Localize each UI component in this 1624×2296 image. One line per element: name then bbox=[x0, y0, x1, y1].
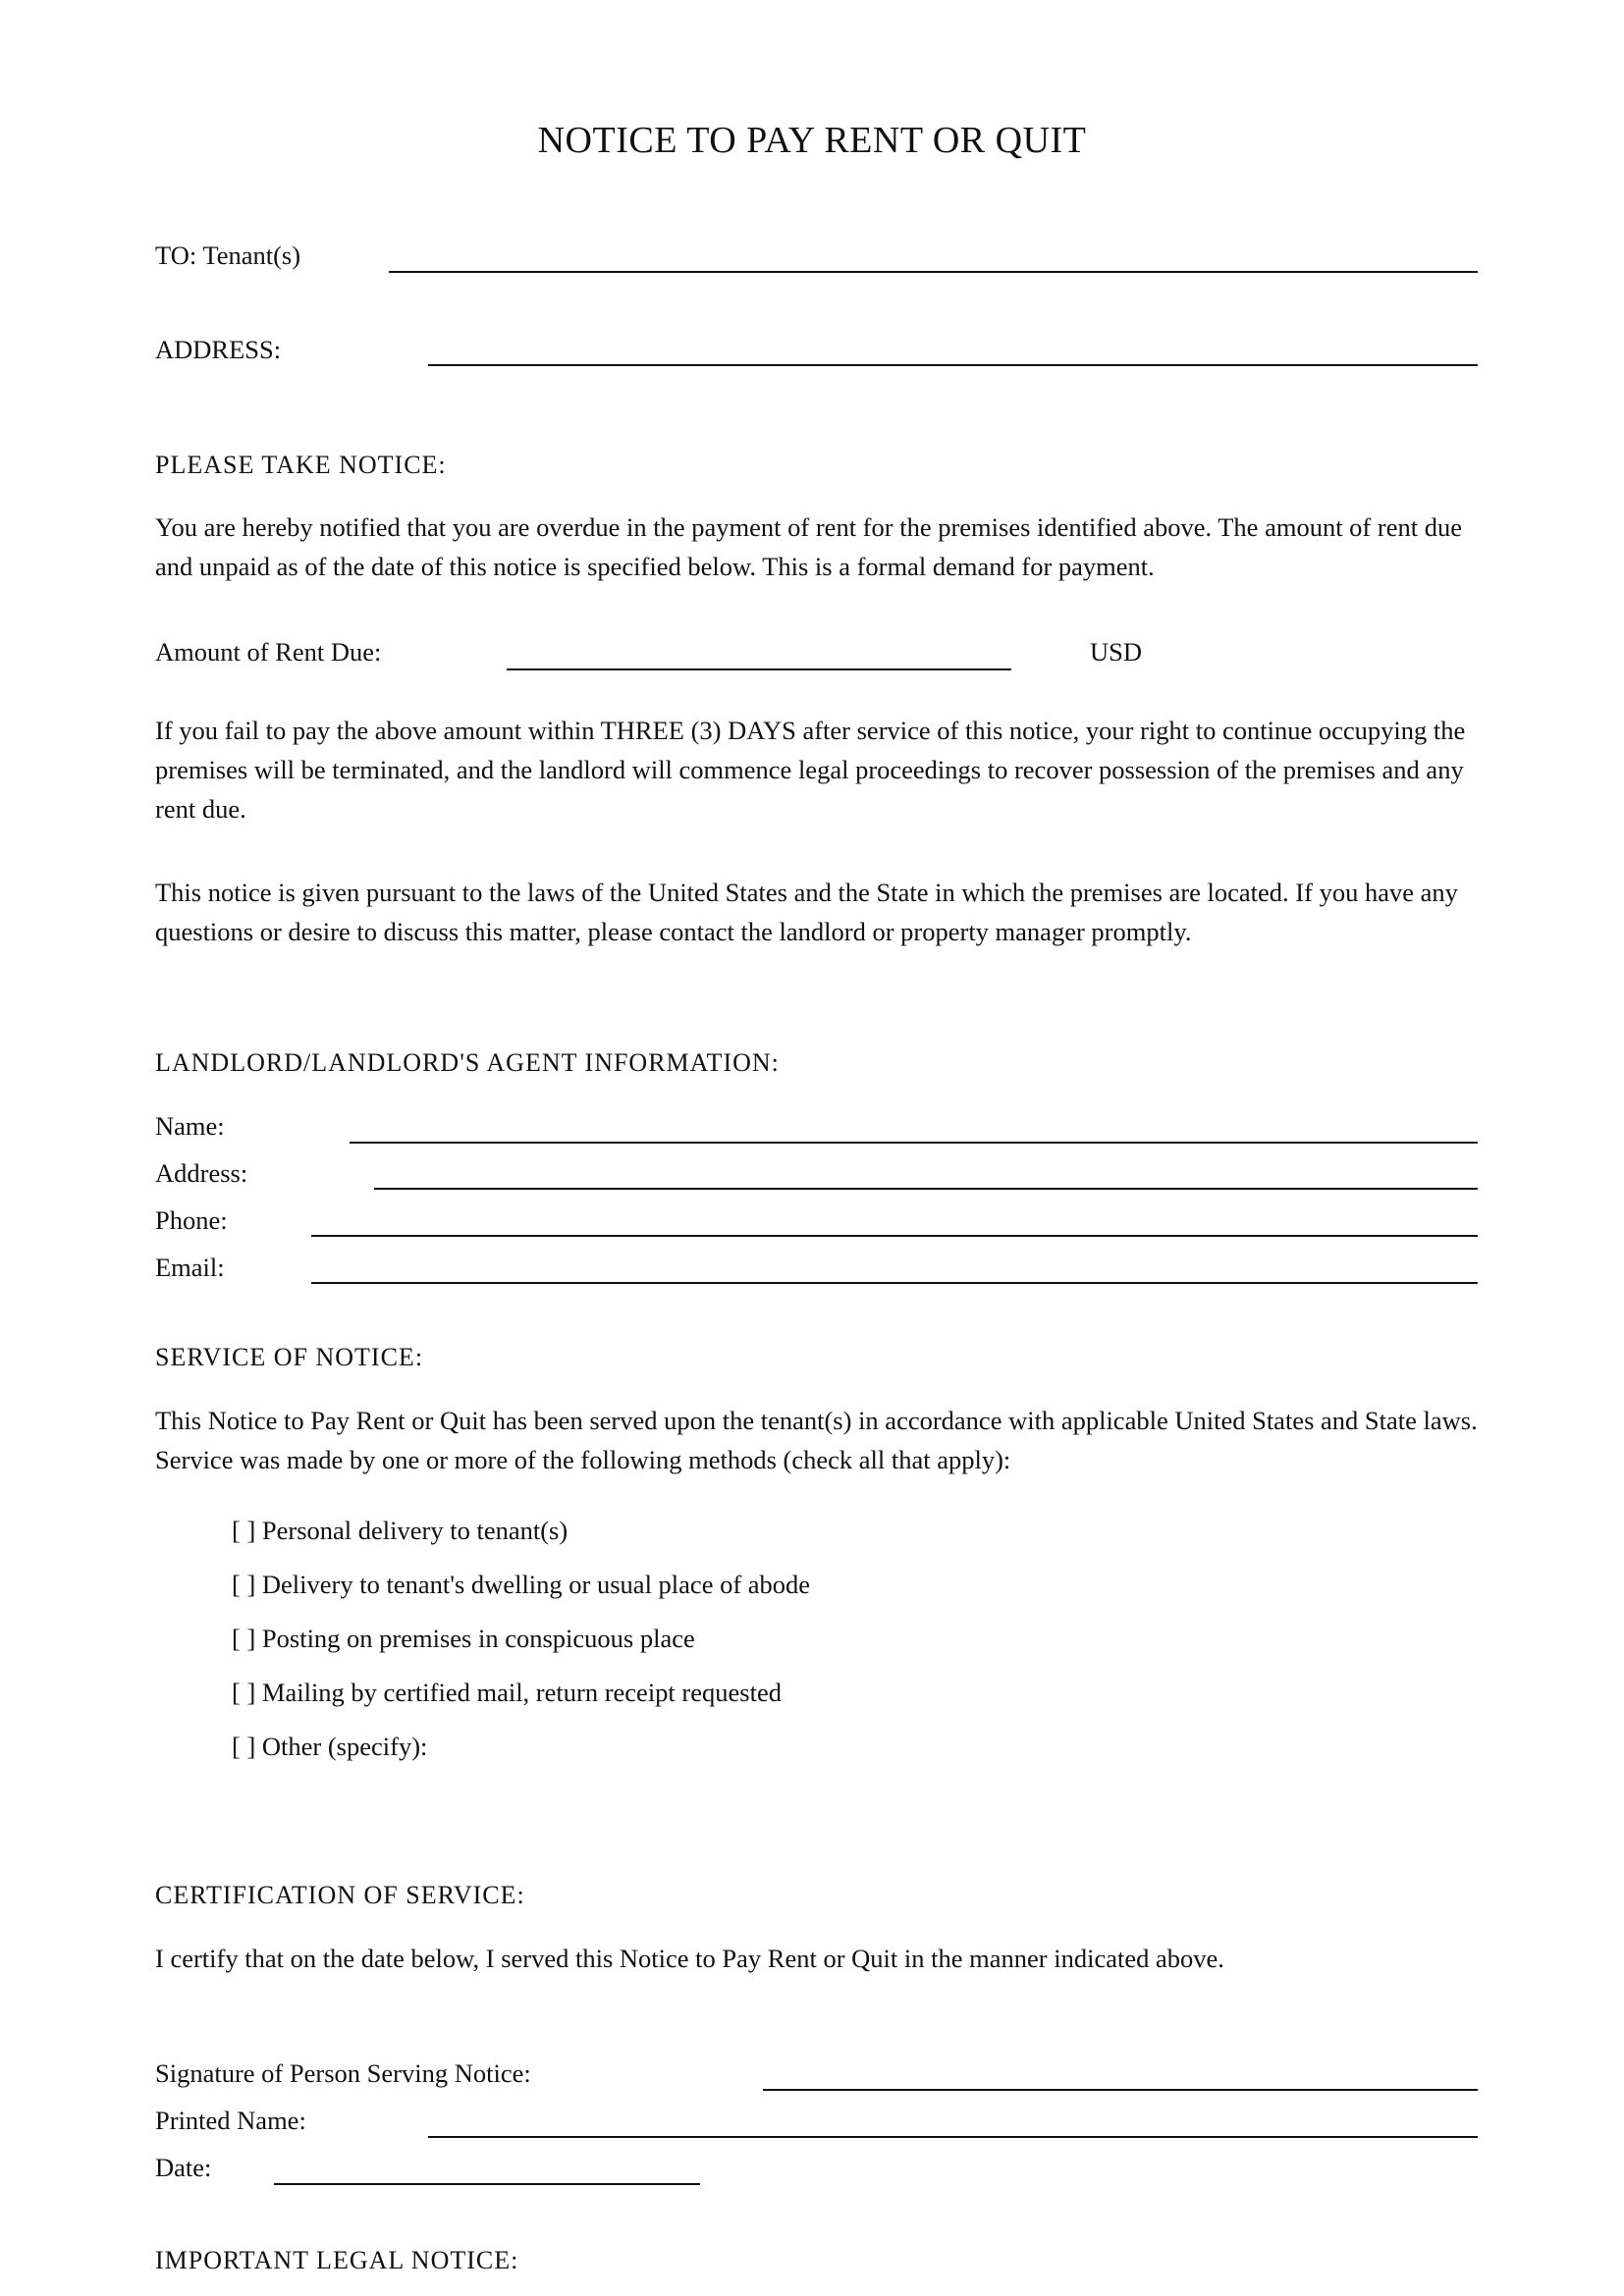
service-option-posting[interactable]: [ ] Posting on premises in conspicuous place bbox=[232, 1624, 695, 1653]
rent-due-field[interactable] bbox=[507, 668, 1011, 670]
date-field[interactable] bbox=[274, 2183, 700, 2185]
date-label: Date: bbox=[155, 2153, 212, 2182]
signature-label: Signature of Person Serving Notice: bbox=[155, 2058, 531, 2088]
landlord-address-field[interactable] bbox=[374, 1188, 1478, 1190]
tenant-name-field[interactable] bbox=[389, 271, 1478, 273]
service-option-certified-mail[interactable]: [ ] Mailing by certified mail, return receipt requested bbox=[232, 1678, 782, 1707]
notice-paragraph-3: This notice is given pursuant to the laws of the United States and the State in which the premises are located. If you have any questions or desire to discuss this matter, please contact the landlord or property manager promptly. bbox=[155, 878, 1458, 946]
certification-heading: CERTIFICATION OF SERVICE: bbox=[155, 1881, 525, 1909]
notice-paragraph-1: You are hereby notified that you are overdue in the payment of rent for the premises identified above. The amount of rent due and unpaid as of the date of this notice is specified below. This is a formal demand for payment. bbox=[155, 512, 1462, 581]
currency-label: USD bbox=[1090, 637, 1143, 667]
printed-name-label: Printed Name: bbox=[155, 2106, 306, 2135]
notice-heading: PLEASE TAKE NOTICE: bbox=[155, 451, 447, 479]
service-option-personal-delivery[interactable]: [ ] Personal delivery to tenant(s) bbox=[232, 1516, 568, 1545]
service-option-dwelling-delivery[interactable]: [ ] Delivery to tenant's dwelling or usual place of abode bbox=[232, 1570, 811, 1599]
landlord-phone-field[interactable] bbox=[311, 1235, 1478, 1237]
landlord-email-label: Email: bbox=[155, 1253, 225, 1282]
signature-field[interactable] bbox=[763, 2089, 1478, 2091]
printed-name-field[interactable] bbox=[428, 2136, 1478, 2138]
rent-due-label: Amount of Rent Due: bbox=[155, 637, 382, 667]
landlord-heading: LANDLORD/LANDLORD'S AGENT INFORMATION: bbox=[155, 1048, 780, 1077]
tenant-address-label: ADDRESS: bbox=[155, 335, 282, 364]
service-heading: SERVICE OF NOTICE: bbox=[155, 1343, 424, 1371]
tenant-to-label: TO: Tenant(s) bbox=[155, 240, 301, 270]
landlord-name-field[interactable] bbox=[350, 1142, 1478, 1144]
landlord-phone-label: Phone: bbox=[155, 1205, 228, 1235]
landlord-address-label: Address: bbox=[155, 1158, 248, 1188]
landlord-name-label: Name: bbox=[155, 1111, 225, 1141]
landlord-email-field[interactable] bbox=[311, 1282, 1478, 1284]
service-paragraph: This Notice to Pay Rent or Quit has been served upon the tenant(s) in accordance with applicable United States and State laws. Service was made by one or more of the following methods (check all that apply): bbox=[155, 1406, 1478, 1474]
notice-paragraph-2: If you fail to pay the above amount within THREE (3) DAYS after service of this notice, your right to continue occupying the premises will be terminated, and the landlord will commence legal proceedings to recover possession of the premises and any rent due. bbox=[155, 716, 1466, 824]
document-title: NOTICE TO PAY RENT OR QUIT bbox=[537, 120, 1087, 161]
tenant-address-field[interactable] bbox=[428, 364, 1478, 366]
legal-notice-heading: IMPORTANT LEGAL NOTICE: bbox=[155, 2246, 519, 2274]
service-option-other[interactable]: [ ] Other (specify): bbox=[232, 1732, 428, 1761]
certification-paragraph: I certify that on the date below, I served this Notice to Pay Rent or Quit in the manner indicated above. bbox=[155, 1944, 1224, 1973]
